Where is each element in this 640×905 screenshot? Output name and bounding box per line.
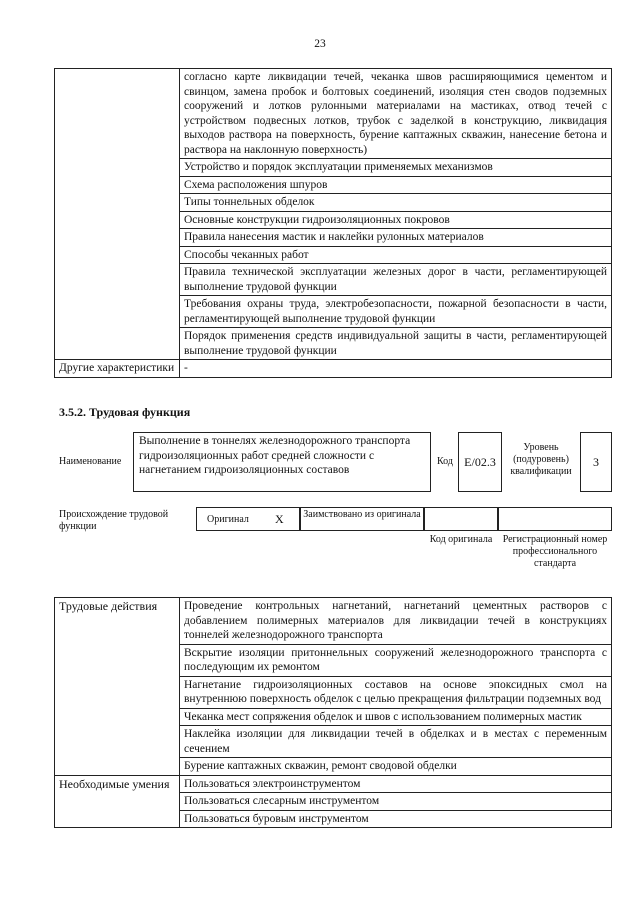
original-mark: X <box>275 512 284 526</box>
knowledge-item: согласно карте ликвидации течей, чеканка швов расширяющимися цементом и свинцом, замена пробок и болтовых соединений, изоляция стен сводов подземных сооружений и лотков рулонными материалами на мастиках, отвод течей с устройством подвесных лотков, трубок с заделкой в конструкцию, ликвидация выходов раствора на поверхность, бурение каптажных скважин, нанесение бетона и раствора на наклонную поверхность) <box>180 69 612 159</box>
level-label: Уровень (подуровень) квалификации <box>510 442 572 477</box>
origin-regnum-cell <box>498 507 612 531</box>
labor-action-item: Нагнетание гидроизоляционных составов на основе эпоксидных смол на внутреннюю поверхность обделок с целью прекращения фильтрации подземных вод <box>180 676 612 708</box>
origin-code-cell <box>424 507 498 531</box>
labor-action-item: Вскрытие изоляции притоннельных сооружений железнодорожного транспорта с последующим их ремонтом <box>180 644 612 676</box>
code-caption: Код оригинала <box>429 534 493 545</box>
labor-actions-table <box>54 597 612 828</box>
name-label: Наименование <box>59 456 122 467</box>
level-value: 3 <box>580 432 612 492</box>
knowledge-item: Требования охраны труда, электробезопасности, пожарной безопасности в части, регламентирующей выполнение трудовой функции <box>180 296 612 328</box>
labor-actions-label: Трудовые действия <box>55 598 180 776</box>
page-number: 23 <box>314 38 326 50</box>
table-row <box>55 775 612 793</box>
table-row <box>55 69 612 159</box>
knowledge-item: Способы чеканных работ <box>180 246 612 264</box>
function-name-box: Выполнение в тоннелях железнодорожного транспорта гидроизоляционных работ средней сложности с нагнетанием гидроизоляционных составов <box>133 432 431 492</box>
origin-label: Происхождение трудовой функции <box>59 509 169 532</box>
labor-action-item: Бурение каптажных скважин, ремонт сводовой обделки <box>180 758 612 776</box>
labor-action-item: Проведение контрольных нагнетаний, нагнетаний цементных растворов с добавлением полимерных материалов для ликвидации течей в конструкциях тоннелей железнодорожного транспорта <box>180 598 612 645</box>
knowledge-item: Типы тоннельных обделок <box>180 194 612 212</box>
borrowed-label: Заимствовано из оригинала <box>303 509 421 520</box>
table-row <box>55 360 612 378</box>
knowledge-continued-table <box>54 68 612 378</box>
knowledge-item: Правила технической эксплуатации железных дорог в части, регламентирующей выполнение трудовой функции <box>180 264 612 296</box>
skill-item: Пользоваться слесарным инструментом <box>180 793 612 811</box>
regnum-caption: Регистрационный номер профессионального стандарта <box>502 534 608 569</box>
original-label: Оригинал <box>207 514 249 525</box>
table-cell-empty <box>55 69 180 360</box>
knowledge-item: Порядок применения средств индивидуальной защиты в части, регламентирующей выполнение трудовой функции <box>180 328 612 360</box>
other-characteristics-value: - <box>180 360 612 378</box>
knowledge-item: Основные конструкции гидроизоляционных покровов <box>180 211 612 229</box>
labor-action-item: Чеканка мест сопряжения обделок и швов с использованием полимерных мастик <box>180 708 612 726</box>
table-row <box>55 598 612 645</box>
origin-borrowed-cell <box>300 507 424 531</box>
origin-original-cell <box>196 507 300 531</box>
knowledge-item: Правила нанесения мастик и наклейки рулонных материалов <box>180 229 612 247</box>
code-label: Код <box>437 456 453 467</box>
other-characteristics-label: Другие характеристики <box>55 360 180 378</box>
labor-action-item: Наклейка изоляции для ликвидации течей в обделках и в местах с переменным сечением <box>180 726 612 758</box>
skill-item: Пользоваться буровым инструментом <box>180 810 612 828</box>
skills-label: Необходимые умения <box>55 775 180 828</box>
code-value: E/02.3 <box>458 432 502 492</box>
knowledge-item: Устройство и порядок эксплуатации применяемых механизмов <box>180 159 612 177</box>
skill-item: Пользоваться электроинструментом <box>180 775 612 793</box>
knowledge-item: Схема расположения шпуров <box>180 176 612 194</box>
section-heading: 3.5.2. Трудовая функция <box>59 405 191 419</box>
